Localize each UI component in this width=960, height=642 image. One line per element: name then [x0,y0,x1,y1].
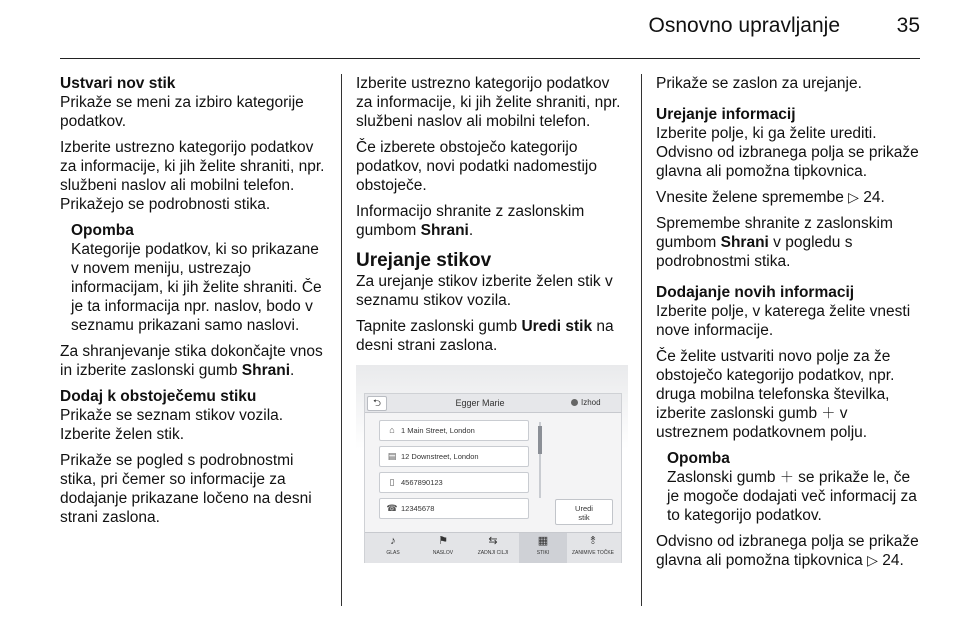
paragraph: Izberite polje, ki ga želite urediti. Odvisno od izbranega polja se prikaže glavna ali pomožna tipkovnica. [656,125,919,180]
paragraph [656,532,924,570]
paragraph: Prikaže se seznam stikov vozila. Izberite želen stik. [60,407,284,443]
landline-icon: ☎ [386,503,398,513]
paragraph [656,347,924,442]
dock-label: NASLOV [432,550,454,556]
note-text [667,468,924,525]
paragraph [356,202,628,240]
heading-new-contact: Ustvari nov stik [60,75,176,92]
note-box [656,449,924,525]
paragraph: Če izberete obstoječo kategorijo podatkov, novi podatki nadomestijo obstoječe. [356,139,597,194]
contact-entry[interactable] [379,420,529,441]
house-icon: ⌂ [389,425,395,435]
paragraph: Prikaže se meni za izbiro kategorije podatkov. [60,94,304,130]
paragraph [356,317,628,355]
back-arrow-icon[interactable]: ⮌ [367,396,387,411]
header-divider [60,58,920,59]
exit-button[interactable] [571,396,617,409]
entry-text: 1 Main Street, London [401,426,475,435]
text: v ustreznem podatkovnem polju. [656,405,868,441]
edit-button-line1: Uredi [575,504,593,513]
bottom-dock [365,532,621,563]
page-title: Osnovno upravljanje [648,14,840,37]
exit-icon [571,399,578,406]
contacts-icon: ▦ [537,535,549,547]
heading-add-to-contact: Dodaj k obstoječemu stiku [60,388,257,405]
note-title: Opomba [667,450,730,467]
text: se prikaže le, če je mogoče dodajati več informacij za to kategorijo podatkov. [667,469,917,524]
text: na desni strani zaslona. [356,318,614,354]
contact-entry[interactable] [379,472,529,493]
text: Spremembe shranite z zaslonskim gumbom [656,215,893,251]
paragraph [60,342,328,380]
text: Zaslonski gumb [667,469,776,486]
phone-icon: ▯ [389,477,395,487]
flag-icon: ⚑ [438,535,448,547]
heading-add-info: Dodajanje novih informacij [656,284,855,301]
plus-icon: ＋ [821,405,836,421]
text: Če želite ustvariti novo polje za že obstoječo kategorijo podatkov, npr. druga mobilna telefonska številka, izberite zaslonski gumb [656,348,895,422]
entry-text: 4567890123 [401,478,443,487]
bold-term: Uredi stik [521,318,593,335]
page-number: 35 [896,14,920,37]
paragraph [656,188,924,207]
text: Odvisno od izbranega polja se prikaže glavna ali pomožna tipkovnica [656,533,919,569]
scrollbar-thumb[interactable] [538,426,542,454]
text: Tapnite zaslonski gumb [356,318,518,335]
text: Vnesite želene spremembe [656,189,844,206]
dock-label: ZADNJI CILJI [477,550,509,556]
dock-item-recent-destinations[interactable] [469,533,517,563]
screen-title-bar [365,394,621,413]
page-reference-icon: ▷ [848,189,859,205]
page-reference: 24. [882,552,904,569]
contact-entry[interactable] [379,498,529,519]
dock-label: GLAS [386,550,400,556]
dock-item-contacts[interactable] [519,533,567,563]
paragraph: Izberite ustrezno kategorijo podatkov za informacije, ki jih želite shraniti, npr. službeni naslov ali mobilni telefon. Prikažejo se podrobnosti stika. [60,139,325,213]
bold-term: Shrani [241,362,291,379]
paragraph: Izberite polje, v katerega želite vnesti nove informacije. [656,303,911,339]
infotainment-screen [364,393,622,563]
paragraph [656,214,924,271]
edit-button-line2: stik [578,513,590,522]
paragraph: Prikaže se zaslon za urejanje. [656,75,862,92]
dock-label: STIKI [536,550,550,556]
paragraph: Za urejanje stikov izberite želen stik v seznamu stikov vozila. [356,273,613,309]
exit-label: Izhod [581,398,601,407]
voice-icon: ♪ [390,535,396,547]
note-text: Kategorije podatkov, ki so prikazane v novem meniju, ustrezajo informacijam, ki jih želite shraniti. Če je ta informacija npr. naslov, bodo v seznamu prikazani samo naslovi. [71,241,322,334]
entry-text: 12 Downstreet, London [401,452,479,461]
paragraph: Prikaže se pogled s podrobnostmi stika, pri čemer so informacije za dodajanje prikazane ločeno na desni strani zaslona. [60,452,312,526]
pin-icon: ⥉ [590,535,596,547]
dock-item-voice[interactable] [369,533,417,563]
column-divider-1 [341,74,342,606]
office-icon: ▤ [387,451,397,461]
paragraph: Izberite ustrezno kategorijo podatkov za informacije, ki jih želite shraniti, npr. službeni naslov ali mobilni telefon. [356,75,621,130]
plus-icon: ＋ [779,469,794,485]
contact-name: Egger Marie [455,398,505,408]
contact-entry[interactable] [379,446,529,467]
note-title: Opomba [71,222,134,239]
dock-label: ZANIMIVE TOČKE [571,550,615,556]
column-1 [60,74,328,534]
text: Za shranjevanje stika dokončajte vnos in izberite zaslonski gumb [60,343,323,379]
column-3 [656,74,924,577]
text: . [290,362,295,379]
column-divider-2 [641,74,642,606]
screenshot-figure [356,365,628,575]
dock-item-address[interactable] [419,533,467,563]
entry-text: 12345678 [401,504,435,513]
dock-item-points-of-interest[interactable] [569,533,617,563]
text: Informacijo shranite z zaslonskim gumbom [356,203,585,239]
edit-contact-button[interactable] [555,499,613,525]
heading-edit-info: Urejanje informacij [656,106,796,123]
text: . [468,222,474,239]
section-title-edit-contacts: Urejanje stikov [356,250,492,271]
text: v pogledu s podrobnostmi stika. [656,234,853,270]
route-icon: ⇆ [488,535,498,547]
bold-term: Shrani [720,234,769,251]
column-2 [356,74,628,575]
page-reference-icon: ▷ [867,552,878,568]
bold-term: Shrani [420,222,469,239]
page-reference: 24. [863,189,885,206]
note-box [60,221,328,335]
